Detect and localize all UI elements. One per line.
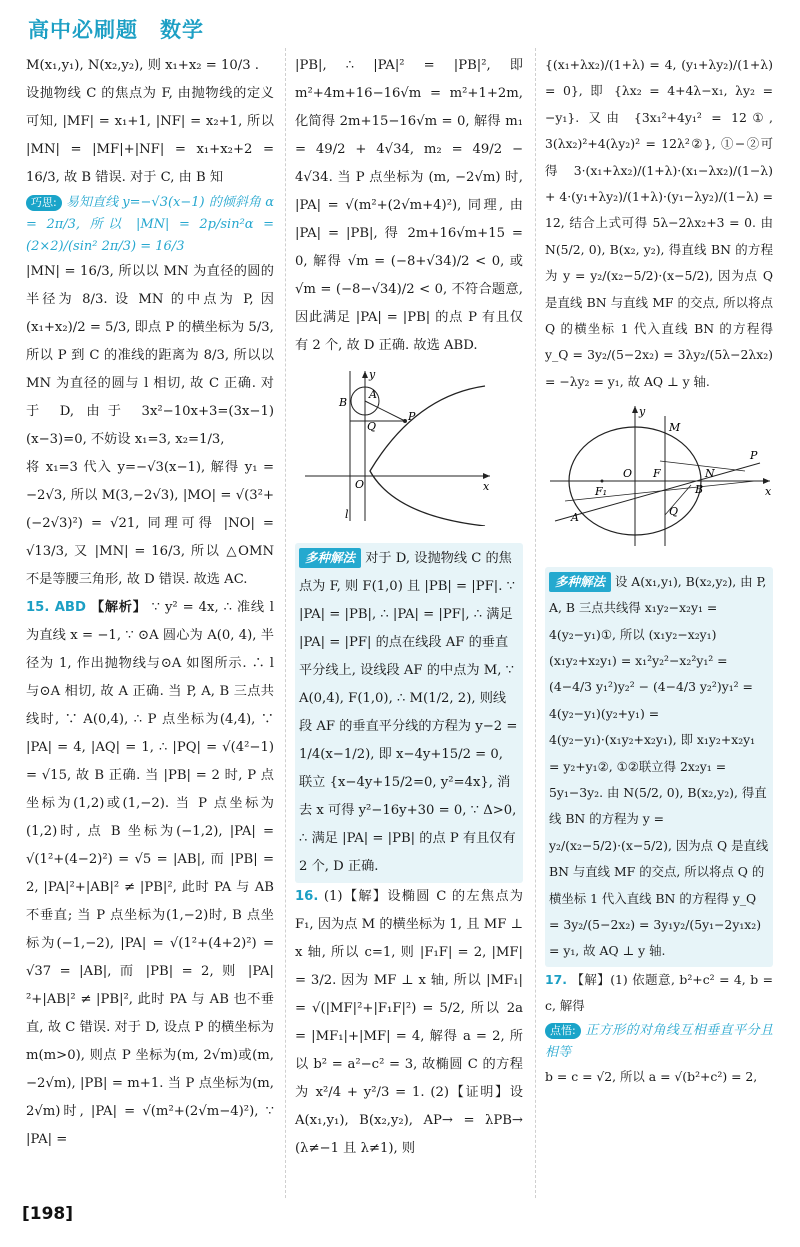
question-number: 17. — [545, 971, 567, 987]
tip-badge: 点悟: — [545, 1023, 581, 1039]
method-text: 设 A(x₁,y₁), B(x₂,y₂), 由 P, A, B 三点共线得 x₁y₂−x₂y₁ = 4(y₂−y₁)①, 所以 (x₁y₂−x₂y₁)(x₁y₂+x₂y₁) = x₁²y₂²−x₂²y₁² = (4−4/3 y₁²)y₂² − (4−4/3 y₂²)y₁² = 4(y₂−y₁)(y₂+y₁) = 4(y₂−y₁)·(x₁y₂+x₂y₁), 即 x₁y₂+x₂y₁ = y₂+y₁②, ①②联立得 2x₂y₁ = 5y₁−3y₂. 由 N(5/2, 0), B(x₂,y₂), 得直线 BN 的方程为 y = y₂/(x₂−5/2)·(x−5/2), 因为点 Q 是直线 BN 与直线 MF 的交点, 所以将点 Q 的横坐标 1 代入直线 BN 的方程得 y_Q = 3y₂/(5−2x₂) = 3y₁y₂/(5y₁−2y₁x₂) = y₁, 故 AQ ⊥ y 轴. — [549, 573, 769, 959]
ellipse-figure — [545, 401, 773, 560]
note-text: 易知直线 y=−√3(x−1) 的倾斜角 α = 2π/3, 所以 |MN| = 2p/sin²α = (2×2)/(sin² 2π/3) = 16/3 — [26, 195, 274, 254]
fig-label-N: N — [705, 467, 715, 481]
column-3 — [545, 52, 773, 1090]
question-text: 【解】(1) 依题意, b²+c² = 4, b = c, 解得 — [545, 971, 773, 1014]
fig-label-l: l — [345, 508, 349, 521]
col1-line: M(x₁,y₁), N(x₂,y₂), 则 x₁+x₂ = 10/3 . — [26, 58, 260, 73]
fig-label-Q: Q — [367, 420, 377, 433]
column-1 — [26, 52, 274, 1154]
fig-label-M: M — [669, 421, 681, 435]
method-text: 对于 D, 设抛物线 C 的焦点为 F, 则 F(1,0) 且 |PB| = |PF|. ∵ |PA| = |PB|, ∴ |PA| = |PF|, ∴ 满足 |PA| = |PF| 的点在线段 AF 的垂直平分线上, 设线段 AF 的中点为 M, ∵ A(0,4), F(1,0), ∴ M(1/2, 2), 则线段 AF 的垂直平分线的方程为 y−2 = 1/4(x−1/2), 即 x−4y+15/2 = 0, 联立 {x−4y+15/2=0, y²=4x}, 消去 x 可得 y²−16y+30 = 0, ∵ Δ>0, ∴ 满足 |PA| = |PB| 的点 P 有且仅有 2 个, D 正确. — [299, 551, 518, 874]
note-text: 正方形的对角线互相垂直平分且相等 — [545, 1022, 773, 1060]
fig-label-Q: Q — [669, 505, 679, 519]
method-tag: 多种解法 — [549, 572, 611, 592]
fig-label-A: A — [571, 511, 579, 525]
analysis-label: 【解析】 — [90, 600, 147, 615]
question-17 — [545, 967, 773, 1020]
fig-label-y: y — [369, 368, 376, 381]
fig-label-B: B — [695, 483, 704, 497]
col1-paragraph: |MN| = 16/3, 所以以 MN 为直径的圆的半径为 8/3. 设 MN 的中点为 P, 因 (x₁+x₂)/2 = 5/3, 即点 P 的横坐标为 5/3, — [26, 264, 274, 335]
fig-label-x: x — [765, 485, 772, 499]
method-box — [295, 543, 523, 883]
question-16 — [295, 883, 523, 1163]
column-divider — [535, 48, 536, 1198]
question-text: (1)【解】设椭圆 C 的左焦点为 F₁, 因为点 M 的横坐标为 1, 且 MF ⊥ x 轴, 所以 c=1, 则 |F₁F| = 2, |MF| = 3/2. 因为 MF ⊥ x 轴, 所以 |MF₁| = √(|MF|²+|F₁F|²) = 5/2, 所以 2a = |MF₁|+|MF| = 4, 解得 a = 2, 所以 b² = a²−c² = 3, 故椭圆 C 的方程为 x²/4 + y²/3 = 1. (2)【证明】设 A(x₁,y₁), B(x₂,y₂), AP→ = λPB→ (λ≠−1 且 λ≠1), 则 — [295, 889, 523, 1156]
fig-label-x: x — [483, 480, 490, 493]
fig-label-P: P — [750, 449, 758, 463]
page-number: [198] — [22, 1204, 74, 1224]
fig-label-y: y — [639, 405, 646, 419]
page-header: 高中必刷题 数学 — [28, 18, 204, 42]
col3-paragraph: {(x₁+λx₂)/(1+λ) = 4, (y₁+λy₂)/(1+λ) = 0}, 即 {λx₂ = 4+4λ−x₁, λy₂ = −y₁}. 又由 {3x₁²+4y₁² = 12①, 3(λx₂)²+4(λy₂)² = 12λ²②}, ①−②可得 3·(x₁+λx₂)/(1+λ)·(x₁−λx₂)/(1−λ) + 4·(y₁+λy₂)/(1+λ)·(y₁−λy₂)/(1−λ) = 12, 结合上式可得 5λ−2λx₂+3 = 0. 由 N(5/2, 0), B(x₂, y₂), 得直线 BN 的方程为 y = y₂/(x₂−5/2)·(x−5/2), 因为点 Q 是直线 BN 与直线 MF 的交点, 所以将点 Q 的横坐标 1 代入直线 BN 的方程得 y_Q = 3y₂/(5−2x₂) = 3λy₂/(5λ−2λx₂) = −λy₂ = y₁, 故 AQ ⊥ y 轴. — [545, 57, 773, 389]
tip-badge: 巧思: — [26, 195, 62, 211]
question-15 — [26, 594, 274, 1154]
method-box — [545, 567, 773, 967]
col2-paragraph: |PB|, ∴ |PA|² = |PB|², 即 m²+4m+16−16√m = m²+1+2m, 化简得 2m+15−16√m = 0, 解得 m₁ = 49/2 + 4√34, m₂ = 49/2 − 4√34. 当 P 点坐标为 (m, −2√m) 时, |PA| = √(m²+(2√m+4)²), 同理, 由 |PA| = |PB|, 得 2m+16√m+15 = 0, 解得 √m = (−8+√34)/2 < 0, 或 √m = (−8−√34)/2 < 0, 不符合题意, 因此满足 |PA| = |PB| 的点 P 有且仅有 2 个, 故 D 正确. 故选 ABD. — [295, 58, 523, 353]
col1-paragraph: 所以 P 到 C 的准线的距离为 8/3, 所以以 MN 为直径的圆与 l 相切, 故 C 正确. 对于 D, 由于 3x²−10x+3=(3x−1)(x−3)=0, 不妨设 x₁=3, x₂=1/3, — [26, 348, 274, 447]
question-number: 16. — [295, 889, 319, 904]
column-divider — [285, 48, 286, 1198]
fig-label-F: F — [653, 467, 661, 481]
col3-note — [545, 1020, 773, 1064]
fig-label-F1: F₁ — [595, 485, 608, 499]
col1-note — [26, 192, 274, 258]
fig-label-B: B — [339, 396, 348, 409]
fig-label-A: A — [369, 388, 377, 401]
fig-label-P: P — [408, 410, 416, 423]
parabola-figure — [295, 366, 523, 537]
fig-label-O: O — [623, 467, 633, 481]
col3-paragraph: b = c = √2, 所以 a = √(b²+c²) = 2, — [545, 1068, 758, 1084]
fig-label-O: O — [355, 478, 365, 491]
column-2 — [295, 52, 523, 1163]
question-number: 15. ABD — [26, 600, 86, 615]
col1-paragraph: 设抛物线 C 的焦点为 F, 由抛物线的定义可知, |MF| = x₁+1, |NF| = x₂+1, 所以 |MN| = |MF|+|NF| = x₁+x₂+2 = 16/3, 故 B 错误. 对于 C, 由 B 知 — [26, 86, 274, 185]
method-tag: 多种解法 — [299, 548, 361, 568]
question-text: ∵ y² = 4x, ∴ 准线 l 为直线 x = −1, ∵ ⊙A 圆心为 A(0, 4), 半径为 1, 作出抛物线与⊙A 如图所示. ∴ l 与⊙A 相切, 故 A 正确. 当 P, A, B 三点共线时, ∵ A(0,4), ∴ P 点坐标为(4,4), ∵ |PA| = 4, |AQ| = 1, ∴ |PQ| = √(4²−1) = √15, 故 B 正确. 当 |PB| = 2 时, P 点坐标为(1,2)或(1,−2). 当 P 点坐标为(1,2)时, 点 B 坐标为(−1,2), |PA| = √(1²+(4−2)²) = √5 = |AB|, 而 |PB| = 2, |PA|²+|AB|² ≠ |PB|², 此时 PA 与 AB 不垂直; 当 P 点坐标为(1,−2)时, B 点坐标为(−1,−2), |PA| = √(1²+(4+2)²) = √37 = |AB|, 而 |PB| = 2, 则 |PA|²+|AB|² ≠ |PB|², 此时 PA 与 AB 也不垂直, 故 C 错误. 对于 D, 设点 P 的横坐标为 m(m>0), 则点 P 坐标为(m, 2√m)或(m, −2√m), |PB| = m+1. 当 P 点坐标为(m, 2√m)时, |PA| = √(m²+(2√m−4)²), ∵ |PA| = — [26, 600, 274, 1147]
col1-paragraph: 将 x₁=3 代入 y=−√3(x−1), 解得 y₁ = −2√3, 所以 M(3,−2√3), |MO| = √(3²+(−2√3)²) = √21, 同理可得 |NO| = √13/3, 又 |MN| = 16/3, 所以 △OMN 不是等腰三角形, 故 D 错误. 故选 AC. — [26, 460, 274, 587]
